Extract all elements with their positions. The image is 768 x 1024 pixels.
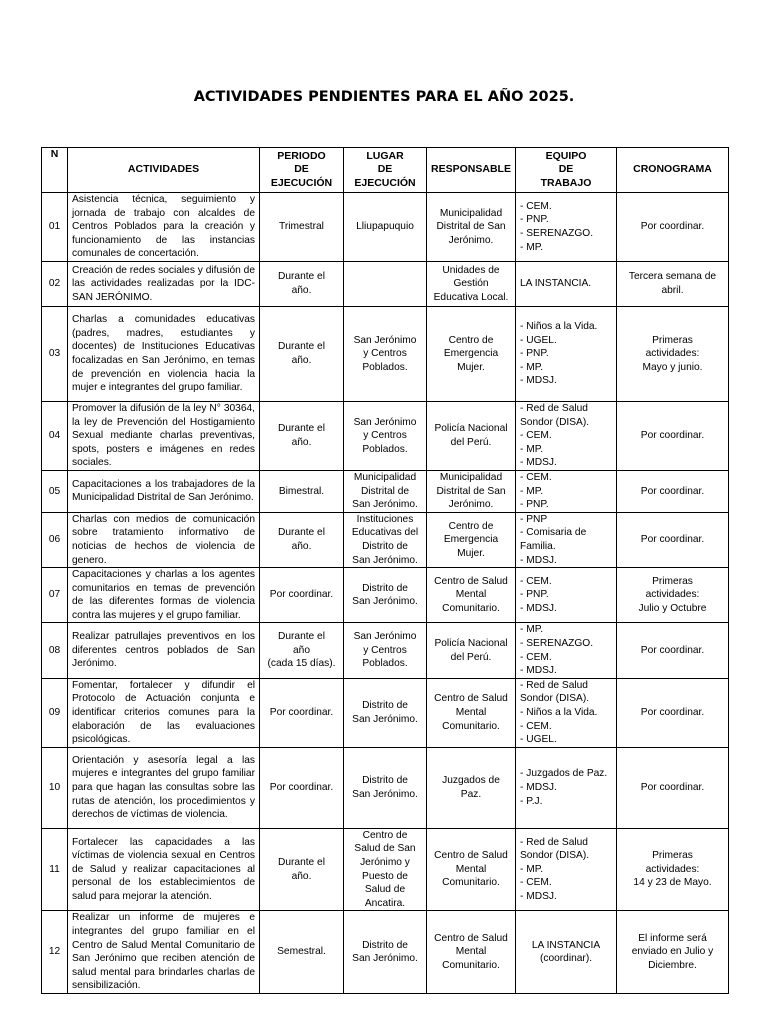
cell-lugar — [344, 911, 427, 994]
cell-periodo-line: Trimestral — [279, 221, 324, 233]
table-row — [42, 911, 729, 994]
cell-lugar-line: Salud de — [364, 884, 406, 896]
cell-equipo — [516, 911, 617, 994]
table-row — [42, 512, 729, 567]
cell-responsable-line: del Perú. — [450, 436, 492, 448]
cell-equipo-line: - CEM. — [520, 877, 552, 889]
header-n: N — [42, 148, 68, 193]
cell-actividad: Capacitaciones a los trabajadores de la Municipalidad Distrital de San Jerónimo. — [68, 470, 260, 512]
cell-responsable — [427, 747, 516, 828]
cell-lugar — [344, 193, 427, 262]
cell-lugar — [344, 261, 427, 306]
cell-responsable-line: Emergencia — [443, 534, 499, 546]
cell-equipo-line: - PNP. — [520, 214, 549, 226]
cell-equipo-line: - MP. — [520, 241, 544, 253]
cell-actividad: Fomentar, fortalecer y difundir el Protocolo de Actuación conjunta e identificar criterios comunes para la elaboración de las evaluaciones psicológicas. — [68, 678, 260, 747]
cell-actividad: Promover la difusión de la ley N° 30364, la ley de Prevención del Hostigamiento Sexual mediante charlas preventivas, spots, posters e imágenes en redes sociales. — [68, 401, 260, 470]
cell-lugar-line: San Jerónimo — [353, 334, 417, 346]
cell-cronograma-line: Por coordinar. — [640, 430, 705, 442]
cell-n: 01 — [42, 193, 68, 262]
header-lugar: LUGAR DE EJECUCIÓN — [344, 148, 427, 193]
cell-responsable — [427, 911, 516, 994]
cell-equipo-line: - PNP. — [520, 499, 549, 511]
cell-responsable-line: Distrital de San — [436, 485, 506, 497]
table-row — [42, 828, 729, 911]
header-periodo: PERIODO DE EJECUCIÓN — [260, 148, 344, 193]
cell-periodo-line: Por coordinar. — [269, 782, 334, 794]
cell-cronograma-line: Tercera semana de — [628, 271, 717, 283]
cell-n: 09 — [42, 678, 68, 747]
cell-equipo-line: LA INSTANCIA. — [520, 278, 592, 290]
cell-responsable-line: Comunitario. — [442, 959, 500, 971]
cell-lugar-line: Ancatira. — [364, 897, 406, 909]
cell-cronograma-line: Por coordinar. — [640, 221, 705, 233]
cell-responsable-line: Mujer. — [457, 547, 485, 559]
cell-equipo-line: (coordinar). — [539, 953, 593, 965]
cell-periodo-line: año — [293, 644, 310, 656]
cell-responsable-line: Comunitario. — [442, 720, 500, 732]
cell-responsable — [427, 261, 516, 306]
cell-equipo-line: - CEM. — [520, 471, 552, 483]
cell-equipo-line: - MDSJ. — [520, 375, 557, 387]
cell-responsable-line: del Perú. — [450, 651, 492, 663]
cell-periodo-line: Durante el — [277, 857, 325, 869]
cell-lugar — [344, 512, 427, 567]
table-row — [42, 261, 729, 306]
cell-cronograma-line: Julio y Octubre — [638, 603, 707, 615]
cell-lugar-line: Puesto de — [362, 870, 408, 882]
cell-periodo-line: Durante el — [277, 423, 325, 435]
cell-periodo — [260, 512, 344, 567]
cell-responsable — [427, 306, 516, 401]
cell-cronograma — [617, 623, 729, 678]
cell-equipo — [516, 512, 617, 567]
cell-equipo-line: - SERENAZGO. — [520, 638, 594, 650]
cell-n: 05 — [42, 470, 68, 512]
cell-lugar — [344, 678, 427, 747]
cell-periodo — [260, 747, 344, 828]
cell-n: 03 — [42, 306, 68, 401]
cell-cronograma — [617, 911, 729, 994]
cell-equipo-line: Familia. — [520, 540, 556, 552]
cell-lugar-line: Jerónimo y — [360, 857, 410, 869]
cell-equipo-line: - MDSJ. — [520, 603, 557, 615]
cell-equipo — [516, 678, 617, 747]
cell-equipo-line: - MDSJ. — [520, 665, 557, 677]
header-cronograma: CRONOGRAMA — [617, 148, 729, 193]
cell-equipo-line: - PNP. — [520, 348, 549, 360]
cell-equipo — [516, 568, 617, 623]
cell-equipo-line: LA INSTANCIA — [531, 939, 601, 951]
table-row — [42, 568, 729, 623]
cell-actividad: Creación de redes sociales y difusión de las actividades realizadas por la IDC-SAN JERÓNIMO. — [68, 261, 260, 306]
cell-lugar — [344, 747, 427, 828]
cell-responsable — [427, 623, 516, 678]
cell-equipo-line: - MP. — [520, 443, 544, 455]
cell-lugar-line: Poblados. — [362, 658, 408, 670]
cell-cronograma-line: actividades: — [645, 863, 700, 875]
cell-lugar — [344, 306, 427, 401]
cell-periodo-line: año. — [291, 540, 312, 552]
cell-periodo — [260, 828, 344, 911]
cell-responsable — [427, 470, 516, 512]
cell-responsable-line: Centro de — [448, 520, 494, 532]
cell-equipo-line: - MP. — [520, 863, 544, 875]
cell-actividad: Capacitaciones y charlas a los agentes comunitarios en temas de prevención de las diferentes formas de violencia contra las mujeres y el grupo familiar. — [68, 568, 260, 623]
cell-lugar-line: Educativas del — [351, 527, 419, 539]
cell-cronograma-line: Por coordinar. — [640, 782, 705, 794]
cell-lugar-line: y Centros — [363, 430, 407, 442]
cell-responsable-line: Centro de Salud — [434, 850, 508, 862]
cell-periodo — [260, 261, 344, 306]
cell-periodo-line: año. — [291, 870, 312, 882]
cell-cronograma-line: enviado en Julio y — [631, 946, 714, 958]
cell-equipo-line: - MP. — [520, 485, 544, 497]
cell-responsable-line: Centro de Salud — [434, 932, 508, 944]
cell-cronograma-line: Primeras — [652, 850, 693, 862]
cell-actividad: Charlas con medios de comunicación sobre tratamiento informativo de noticias de hechos de violencia de genero. — [68, 512, 260, 567]
cell-lugar-line: y Centros — [363, 644, 407, 656]
cell-equipo-line: - SERENAZGO. — [520, 227, 594, 239]
cell-periodo — [260, 568, 344, 623]
cell-actividad: Asistencia técnica, seguimiento y jornada de trabajo con alcaldes de Centros Poblados para la creación y funcionamiento de las instancias comunales de concertación. — [68, 193, 260, 262]
cell-equipo-line: - Juzgados de Paz. — [520, 768, 608, 780]
cell-lugar-line: Distrito de — [362, 582, 408, 594]
cell-equipo-line: - MP. — [520, 361, 544, 373]
cell-cronograma — [617, 261, 729, 306]
cell-equipo-line: - MDSJ. — [520, 782, 557, 794]
cell-lugar-line: Distrito de — [362, 939, 408, 951]
cell-cronograma — [617, 828, 729, 911]
cell-periodo-line: (cada 15 días). — [267, 658, 336, 670]
cell-n: 06 — [42, 512, 68, 567]
cell-periodo-line: Durante el — [277, 271, 325, 283]
cell-periodo — [260, 623, 344, 678]
cell-equipo — [516, 306, 617, 401]
cell-cronograma-line: Por coordinar. — [640, 534, 705, 546]
cell-lugar-line: San Jerónimo. — [352, 788, 418, 800]
cell-cronograma-line: Por coordinar. — [640, 485, 705, 497]
cell-equipo-line: - Comisaria de — [520, 527, 587, 539]
cell-responsable — [427, 512, 516, 567]
cell-equipo-line: - Niños a la Vida. — [520, 707, 598, 719]
cell-actividad: Realizar patrullajes preventivos en los diferentes centros poblados de San Jerónimo. — [68, 623, 260, 678]
table-body — [42, 193, 729, 994]
cell-lugar-line: San Jerónimo. — [352, 596, 418, 608]
cell-equipo-line: - CEM. — [520, 430, 552, 442]
cell-responsable-line: Policía Nacional — [434, 423, 508, 435]
cell-lugar-line: Distrital de — [360, 485, 410, 497]
cell-cronograma-line: Primeras — [652, 334, 693, 346]
cell-responsable-line: Distrital de San — [436, 221, 506, 233]
cell-periodo — [260, 678, 344, 747]
cell-periodo — [260, 470, 344, 512]
cell-lugar-line: y Centros — [363, 348, 407, 360]
cell-n: 07 — [42, 568, 68, 623]
cell-responsable-line: Educativa Local. — [433, 291, 509, 303]
cell-lugar-line: Centro de — [362, 829, 408, 841]
cell-periodo-line: Por coordinar. — [269, 707, 334, 719]
cell-periodo-line: Durante el — [277, 631, 325, 643]
cell-lugar — [344, 828, 427, 911]
cell-equipo-line: - CEM. — [520, 720, 552, 732]
cell-responsable-line: Mujer. — [457, 361, 485, 373]
cell-n: 10 — [42, 747, 68, 828]
table-row — [42, 678, 729, 747]
cell-lugar-line: Distrito de — [362, 540, 408, 552]
cell-responsable-line: Gestión — [453, 278, 489, 290]
cell-cronograma-line: actividades: — [645, 589, 700, 601]
cell-equipo-line: - PNP. — [520, 589, 549, 601]
table-row — [42, 747, 729, 828]
cell-cronograma-line: Mayo y junio. — [642, 361, 703, 373]
table-row — [42, 470, 729, 512]
cell-equipo-line: - MDSJ. — [520, 457, 557, 469]
cell-equipo-line: - CEM. — [520, 651, 552, 663]
cell-lugar-line: San Jerónimo — [353, 631, 417, 643]
cell-lugar-line: San Jerónimo. — [352, 499, 418, 511]
cell-periodo-line: Durante el — [277, 527, 325, 539]
cell-equipo — [516, 261, 617, 306]
table-row — [42, 623, 729, 678]
cell-lugar-line: Salud de San — [354, 843, 416, 855]
cell-cronograma — [617, 306, 729, 401]
cell-responsable-line: Municipalidad — [439, 207, 503, 219]
cell-responsable — [427, 193, 516, 262]
header-responsable: RESPONSABLE — [427, 148, 516, 193]
cell-equipo-line: - Red de Salud — [520, 679, 588, 691]
cell-equipo-line: - P.J. — [520, 795, 543, 807]
document-title: ACTIVIDADES PENDIENTES PARA EL AÑO 2025. — [193, 89, 575, 105]
cell-cronograma-line: Primeras — [652, 575, 693, 587]
cell-equipo — [516, 401, 617, 470]
cell-lugar-line: San Jerónimo. — [352, 554, 418, 566]
cell-lugar-line: Municipalidad — [353, 471, 417, 483]
cell-responsable-line: Jerónimo. — [448, 499, 494, 511]
cell-responsable-line: Policía Nacional — [434, 638, 508, 650]
cell-lugar-line: Instituciones — [356, 513, 414, 525]
cell-actividad: Charlas a comunidades educativas (padres, madres, estudiantes y docentes) de Instituciones Educativas focalizadas en San Jerónimo, en temas de prevención en violencia hacia la mujer e integrantes del grupo familiar. — [68, 306, 260, 401]
cell-cronograma-line: 14 y 23 de Mayo. — [633, 877, 712, 889]
header-equipo: EQUIPO DE TRABAJO — [516, 148, 617, 193]
activities-table — [41, 147, 729, 994]
cell-lugar-line: Lliupapuquio — [356, 221, 414, 233]
cell-equipo-line: - CEM. — [520, 200, 552, 212]
cell-equipo-line: - Red de Salud — [520, 836, 588, 848]
cell-cronograma-line: actividades: — [645, 348, 700, 360]
cell-cronograma — [617, 678, 729, 747]
cell-periodo — [260, 306, 344, 401]
cell-responsable-line: Emergencia — [443, 348, 499, 360]
cell-responsable — [427, 828, 516, 911]
cell-cronograma — [617, 568, 729, 623]
cell-equipo-line: Sondor (DISA). — [520, 693, 590, 705]
cell-periodo — [260, 401, 344, 470]
cell-responsable-line: Mental — [455, 707, 487, 719]
cell-lugar-line: San Jerónimo. — [352, 713, 418, 725]
cell-equipo-line: - PNP — [520, 513, 548, 525]
cell-periodo — [260, 911, 344, 994]
cell-equipo-line: - UGEL. — [520, 734, 557, 746]
cell-lugar — [344, 623, 427, 678]
cell-n: 04 — [42, 401, 68, 470]
cell-cronograma-line: Por coordinar. — [640, 644, 705, 656]
cell-cronograma-line: abril. — [661, 284, 684, 296]
cell-periodo-line: año. — [291, 436, 312, 448]
cell-n: 12 — [42, 911, 68, 994]
cell-cronograma — [617, 193, 729, 262]
cell-responsable-line: Paz. — [460, 788, 482, 800]
header-actividades: ACTIVIDADES — [68, 148, 260, 193]
cell-periodo — [260, 193, 344, 262]
cell-n: 02 — [42, 261, 68, 306]
cell-equipo-line: - Red de Salud — [520, 402, 588, 414]
cell-cronograma — [617, 512, 729, 567]
cell-equipo — [516, 623, 617, 678]
cell-periodo-line: Por coordinar. — [269, 589, 334, 601]
cell-responsable — [427, 678, 516, 747]
cell-equipo-line: - Niños a la Vida. — [520, 320, 598, 332]
cell-periodo-line: Durante el — [277, 341, 325, 353]
cell-equipo — [516, 193, 617, 262]
cell-cronograma — [617, 401, 729, 470]
cell-responsable-line: Juzgados de — [442, 775, 500, 787]
cell-responsable — [427, 401, 516, 470]
cell-lugar-line: Distrito de — [362, 700, 408, 712]
cell-equipo-line: - MDSJ. — [520, 891, 557, 903]
cell-equipo-line: Sondor (DISA). — [520, 850, 590, 862]
cell-equipo — [516, 828, 617, 911]
cell-responsable-line: Centro de Salud — [434, 693, 508, 705]
cell-responsable-line: Municipalidad — [439, 471, 503, 483]
cell-cronograma-line: El informe será — [638, 932, 707, 944]
cell-lugar-line: San Jerónimo — [353, 416, 417, 428]
cell-lugar-line: San Jerónimo. — [352, 953, 418, 965]
cell-periodo-line: año. — [291, 354, 312, 366]
cell-lugar-line: Distrito de — [362, 775, 408, 787]
cell-equipo-line: - CEM. — [520, 575, 552, 587]
cell-cronograma-line: Por coordinar. — [640, 707, 705, 719]
cell-lugar-line: Poblados. — [362, 443, 408, 455]
cell-cronograma — [617, 470, 729, 512]
table-row — [42, 306, 729, 401]
cell-periodo-line: Semestral. — [277, 946, 326, 958]
cell-n: 08 — [42, 623, 68, 678]
cell-cronograma — [617, 747, 729, 828]
cell-responsable-line: Centro de Salud — [434, 575, 508, 587]
cell-responsable-line: Jerónimo. — [448, 234, 494, 246]
cell-periodo-line: Bimestral. — [278, 485, 325, 497]
cell-responsable-line: Comunitario. — [442, 877, 500, 889]
cell-actividad: Orientación y asesoría legal a las mujeres e integrantes del grupo familiar para que hagan las consultas sobre las rutas de atención, los procedimientos y derechos de víctimas de violencia. — [68, 747, 260, 828]
cell-lugar — [344, 470, 427, 512]
cell-equipo-line: - MP. — [520, 624, 544, 636]
table-header-row — [42, 148, 729, 193]
cell-responsable-line: Centro de — [448, 334, 494, 346]
cell-equipo — [516, 747, 617, 828]
cell-actividad: Realizar un informe de mujeres e integrantes del grupo familiar en el Centro de Salud Mental Comunitario de San Jerónimo que reciben atención de salud mental para brindarles charlas de sensibilización. — [68, 911, 260, 994]
cell-responsable — [427, 568, 516, 623]
table-row — [42, 193, 729, 262]
table-row — [42, 401, 729, 470]
cell-equipo-line: Sondor (DISA). — [520, 416, 590, 428]
cell-equipo-line: - MDSJ. — [520, 554, 557, 566]
cell-cronograma-line: Diciembre. — [648, 959, 697, 971]
cell-lugar — [344, 401, 427, 470]
cell-periodo-line: año. — [291, 284, 312, 296]
cell-responsable-line: Mental — [455, 863, 487, 875]
cell-lugar — [344, 568, 427, 623]
cell-lugar-line: Poblados. — [362, 361, 408, 373]
cell-responsable-line: Mental — [455, 946, 487, 958]
cell-responsable-line: Comunitario. — [442, 603, 500, 615]
cell-equipo-line: - UGEL. — [520, 334, 557, 346]
cell-actividad: Fortalecer las capacidades a las víctimas de violencia sexual en Centros de Salud y realizar capacitaciones al personal de los establecimientos de salud para mejorar la atención. — [68, 828, 260, 911]
cell-n: 11 — [42, 828, 68, 911]
cell-equipo — [516, 470, 617, 512]
cell-responsable-line: Mental — [455, 589, 487, 601]
cell-responsable-line: Unidades de — [442, 264, 500, 276]
